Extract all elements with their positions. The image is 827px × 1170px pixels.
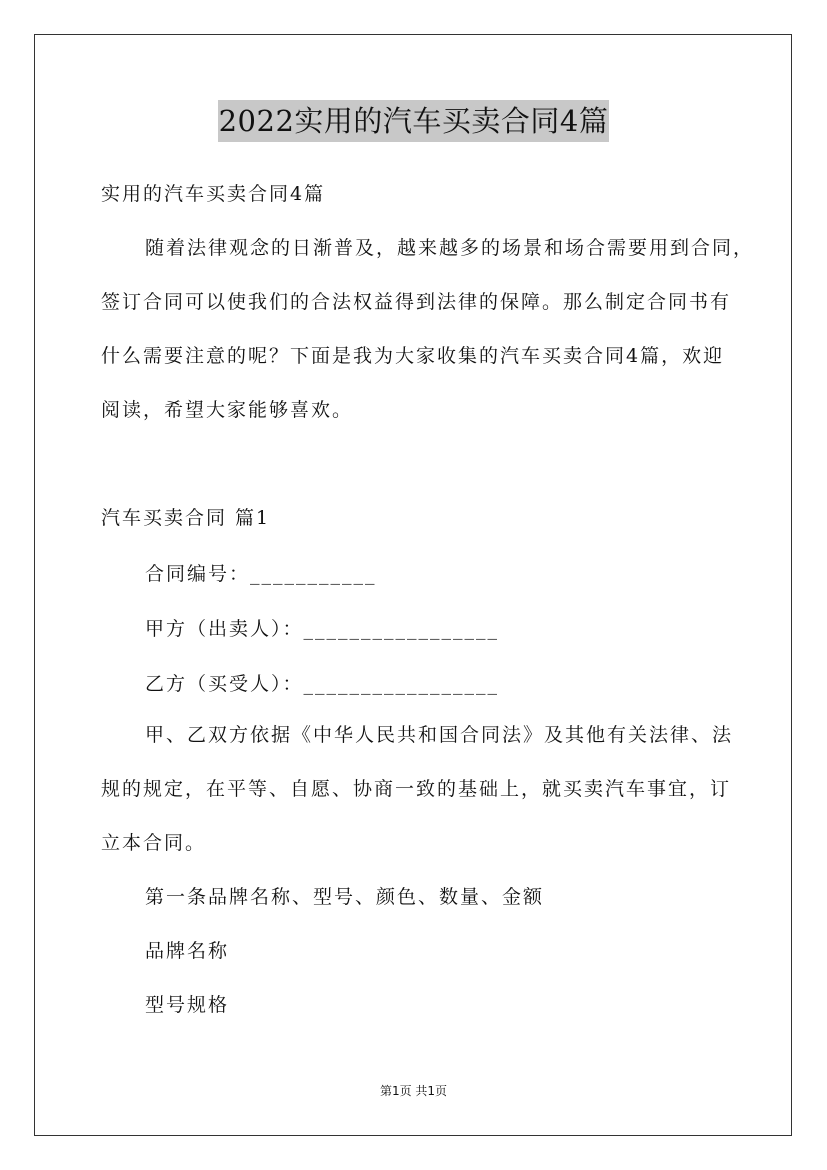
preamble-line-2: 规的规定，在平等、自愿、协商一致的基础上，就买卖汽车事宜，订 (101, 778, 732, 800)
document-subtitle: 实用的汽车买卖合同4篇 (101, 183, 326, 205)
intro-line-1: 随着法律观念的日渐普及，越来越多的场景和场合需要用到合同， (145, 237, 755, 259)
contract-number-field: 合同编号：___________ (145, 563, 377, 585)
brand-name-label: 品牌名称 (145, 940, 230, 962)
preamble-line-1: 甲、乙双方依据《中华人民共和国合同法》及其他有关法律、法 (145, 724, 734, 746)
title-container (0, 100, 827, 142)
intro-line-2: 签订合同可以使我们的合法权益得到法律的保障。那么制定合同书有 (101, 291, 732, 313)
preamble-line-3: 立本合同。 (101, 832, 207, 854)
document-title: 2022实用的汽车买卖合同4篇 (218, 100, 610, 142)
model-spec-label: 型号规格 (145, 994, 230, 1016)
party-b-field: 乙方（买受人）：_________________ (145, 673, 500, 695)
page-footer: 第1页 共1页 (379, 1084, 448, 1098)
article-1-heading: 第一条品牌名称、型号、颜色、数量、金额 (145, 886, 545, 908)
intro-line-3: 什么需要注意的呢？下面是我为大家收集的汽车买卖合同4篇，欢迎 (101, 345, 725, 367)
intro-line-4: 阅读，希望大家能够喜欢。 (101, 399, 354, 421)
party-a-field: 甲方（出卖人）：_________________ (145, 618, 500, 640)
section-heading: 汽车买卖合同 篇1 (101, 507, 271, 529)
